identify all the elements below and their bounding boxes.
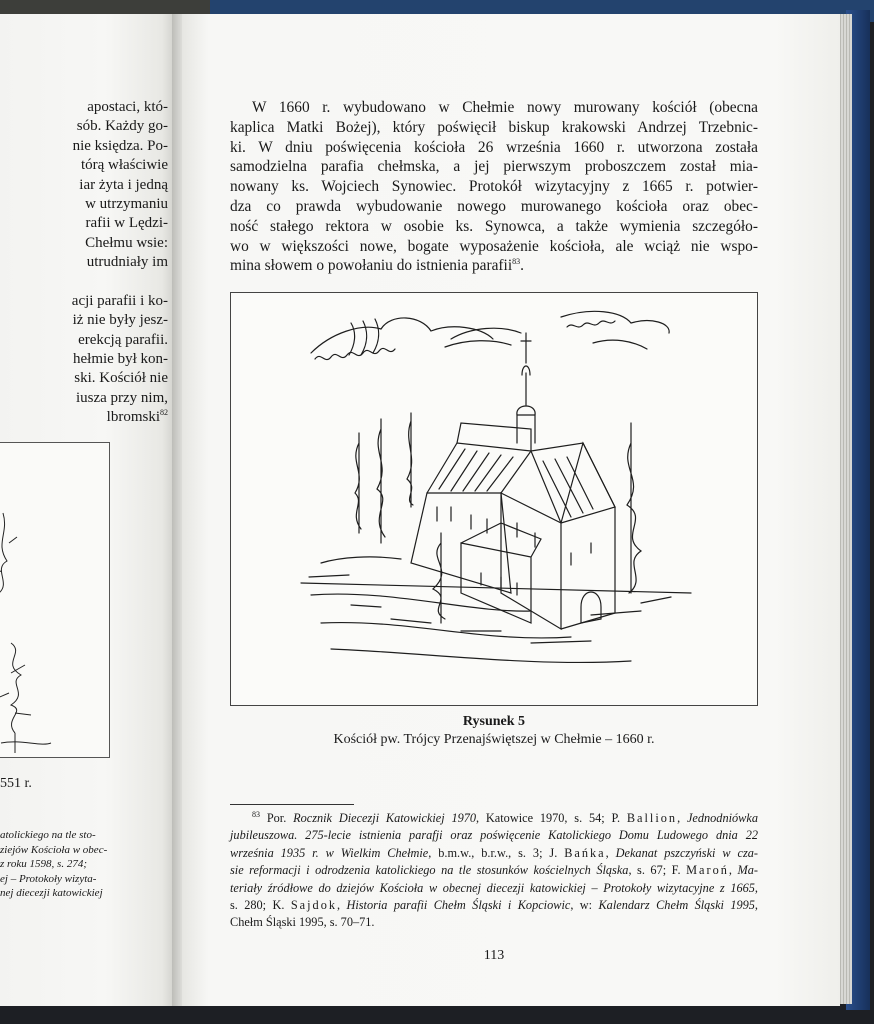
left-line [0, 273, 168, 292]
footnote-line: sie reformacji i odrodzenia katolickiego na tle stosunków kościelnych Śląska, s. 67; F. Maroń, Ma- [230, 863, 758, 878]
body-line: mina słowem o powołaniu do istnienia parafii$^{83}$. [230, 257, 524, 275]
body-line: nowany ks. Wojciech Synowiec. Protokół wizytacyjny z 1665 r. potwier- [230, 178, 758, 196]
left-line: iar żyta i jedną [79, 176, 168, 193]
left-line: acji parafii i ko- [71, 292, 168, 309]
left-page-text [0, 98, 168, 428]
body-line: W 1660 r. wybudowano w Chełmie nowy murowany kościół (obecna [252, 99, 758, 116]
figure-frame [230, 292, 758, 706]
footnote-line: jubileuszowa. 275-lecie istnienia parafji oraz poświęcenie Katolickiego Domu Ludowego dnia 22 [230, 828, 758, 843]
footnote-line: września 1935 r. w Wielkim Chełmie, b.m.w., b.r.w., s. 3; J. Bańka, Dekanat pszczyński w cza- [230, 845, 758, 860]
page-number: 113 [483, 948, 505, 963]
footnote-ref: 82 [160, 408, 168, 418]
left-line: erekcją parafii. [78, 331, 168, 348]
left-footnote-line: ziejów Kościoła w obec- [0, 843, 108, 856]
left-line: ski. Kościół nie [74, 370, 168, 387]
left-footnote-line: ej – Protokoły wizyta- [0, 872, 97, 885]
left-footnote [0, 828, 112, 901]
left-line: apostaci, któ- [87, 99, 168, 115]
left-line: utrudniały im [86, 254, 168, 271]
left-line: lbromski$^{82}$ [106, 408, 168, 426]
body-line: ki. W dniu poświęcenia kościoła 26 września 1660 r. utworzona została [230, 138, 758, 156]
left-page [0, 14, 176, 1006]
left-figure-caption: 551 r. [0, 776, 32, 791]
page-stack-edge [838, 14, 852, 1004]
footnote-line: teriały źródłowe do dziejów Kościoła w obecnej diecezji katowickiej – Protokoły wizytacyjne z 1665, [230, 880, 758, 895]
church-drawing-icon [231, 293, 757, 705]
cross-icon [521, 333, 531, 363]
tree-sketch-icon [0, 443, 109, 757]
left-footnote-line: nej diecezji katowickiej [0, 887, 103, 899]
cloud-icon [311, 318, 493, 353]
left-footnote-line: z roku 1598, s. 274; [0, 858, 87, 870]
left-footnote-line: atolickiego na tle sto- [0, 829, 96, 841]
figure-caption: Kościół pw. Trójcy Przenajświętszej w Chełmie – 1660 r. [333, 732, 655, 747]
footnote-line: Chełm Śląski 1995, s. 70–71. [230, 915, 375, 930]
left-line: Chełmu wsie: [85, 234, 168, 251]
footnote-divider [230, 804, 354, 805]
left-line: rafii w Lędzi- [85, 215, 168, 232]
body-line: ność stałego rektora w osobie ks. Synowca, a także wymienia szczegóło- [230, 217, 758, 235]
body-paragraph [230, 98, 758, 276]
body-line: kaplica Matki Bożej), który poświęcił biskup krakowski Andrzej Trzebnic- [230, 118, 758, 136]
left-figure-frame [0, 442, 110, 758]
footnote-number: 83 [252, 809, 260, 819]
left-line: sób. Każdy go- [76, 118, 168, 135]
left-line: tórą właściwie [80, 157, 168, 174]
left-line: iusza przy nim, [75, 389, 168, 406]
left-line: iż nie były jesz- [72, 312, 168, 329]
left-line: hełmie był kon- [73, 351, 168, 368]
body-line: dza co prawda wybudowanie nowego murowanego kościoła oraz obec- [230, 197, 758, 215]
footnote-83 [230, 810, 758, 932]
left-line: w utrzymaniu [85, 195, 168, 212]
body-line: wo w większości nowe, bogate wyposażenie kościoła, ale wciąż nie wspo- [230, 237, 758, 255]
left-line: nie księdza. Po- [72, 137, 168, 154]
tree-icon [355, 433, 361, 533]
footnote-ref: 83 [512, 257, 521, 267]
figure-label: Rysunek 5 [462, 714, 526, 729]
body-line: samodzielna parafia chełmska, a jej pierwszym proboszczem został mia- [230, 158, 758, 176]
footnote-line: $^{83}$ Por. Rocznik Diecezji Katowickiej 1970, Katowice 1970, s. 54; P. Ballion, Jednodniówka [252, 809, 758, 825]
footnote-line: s. 280; K. Sajdok, Historia parafii Chełm Śląski i Kopciowic, w: Kalendarz Chełm Śląski 1995, [230, 898, 758, 913]
